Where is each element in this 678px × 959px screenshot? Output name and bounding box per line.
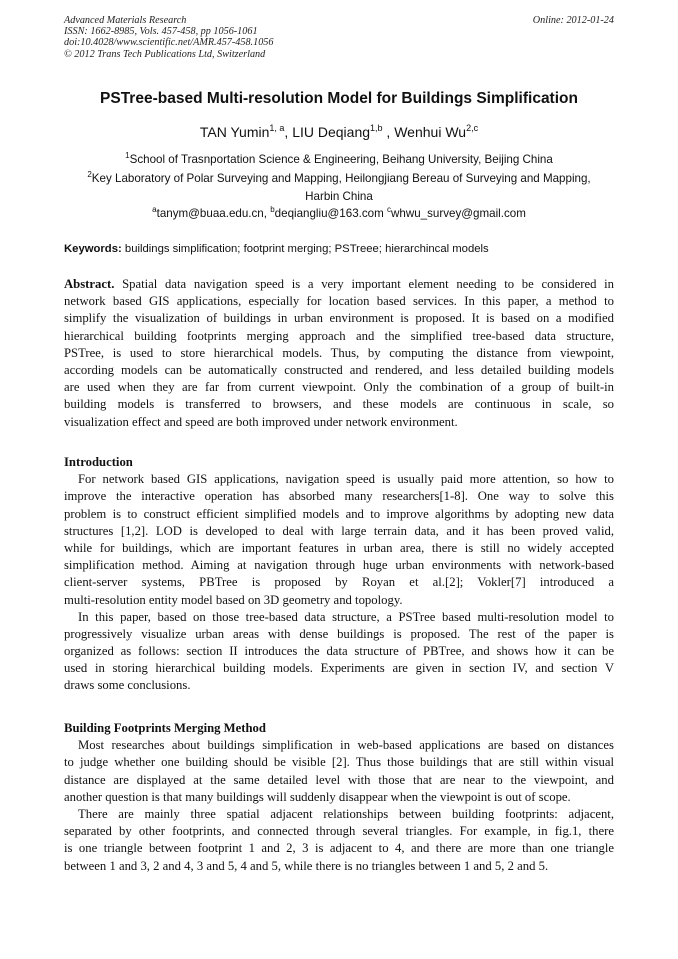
affiliation-sup: 2 bbox=[87, 170, 92, 179]
affiliation-text: School of Trasnportation Science & Engineering, Beihang University, Beijing China bbox=[129, 153, 553, 166]
email-list bbox=[64, 207, 614, 221]
paragraph-line: structures [1,2]. LOD is developed to deal with large terrain data, and it has been proved valid, bbox=[64, 523, 614, 538]
author-name: LIU Deqiang bbox=[292, 124, 371, 140]
abstract-line: PSTree, is used to store hierarchical models. Thus, by computing the distance from viewpoint, bbox=[64, 345, 614, 360]
abstract-line: visualization effect and speed are both improved under network environment. bbox=[64, 414, 458, 429]
paragraph-line: used in storing hierarchical building models. Experiments are given in section IV, and section V bbox=[64, 661, 614, 676]
affiliation-1 bbox=[64, 153, 614, 167]
keywords-label: Keywords: bbox=[64, 243, 122, 255]
paragraph-line: problem is to construct efficient simplified models and to improve algorithms by adopting new data bbox=[64, 506, 614, 521]
paragraph-line: between 1 and 3, 2 and 4, 3 and 5, 4 and 5, while there is no triangles between 1 and 5, 2 and 5. bbox=[64, 858, 549, 873]
journal-header bbox=[64, 15, 614, 60]
abstract-label: Abstract. bbox=[64, 277, 115, 291]
paragraph-line: Most researches about buildings simplification in web-based applications are based on distances bbox=[78, 738, 614, 753]
paragraph-line: progressively visualize urban areas with dense buildings is proposed. The rest of the paper is bbox=[64, 626, 614, 641]
abstract-line: according models can be automatically constructed and rendered, and less detailed building models bbox=[64, 362, 614, 377]
email-address[interactable]: whwu_survey@gmail.com bbox=[391, 207, 526, 220]
section-heading: Building Footprints Merging Method bbox=[64, 721, 266, 735]
author-name: TAN Yumin bbox=[199, 124, 270, 140]
author-sup: 2,c bbox=[466, 123, 479, 133]
author-sup: 1,b bbox=[370, 123, 383, 133]
paragraph-line: There are mainly three spatial adjacent relationships between building footprints: adjacent, bbox=[78, 806, 614, 821]
keywords-text: buildings simplification; footprint merging; PSTreee; hierarchincal models bbox=[124, 243, 489, 255]
paragraph-line: multi-resolution entity model based on 3D geometry and topology. bbox=[64, 592, 403, 607]
keywords bbox=[64, 242, 614, 256]
online-date: Online: 2012-01-24 bbox=[532, 15, 614, 26]
email-address[interactable]: tanym@buaa.edu.cn, bbox=[156, 207, 267, 220]
abstract-line: hierarchical building footprints merging approach and the simplified tree-based data structure, bbox=[64, 328, 614, 343]
paragraph-line: For network based GIS applications, navigation speed is usually paid more attention, so how to bbox=[78, 472, 614, 487]
copyright: © 2012 Trans Tech Publications Ltd, Switzerland bbox=[64, 48, 266, 60]
paragraph-line: client-server systems, PBTree is proposed by Royan et al.[2]; Vokler[7] introduced a bbox=[64, 575, 614, 590]
abstract-line: simplify the visualization of buildings in urban environment is proposed. It is based on a modified bbox=[64, 311, 614, 326]
paragraph-line: distance are displayed at the same detailed level with those that are near to the viewpoint, and bbox=[64, 772, 614, 787]
affiliation-sup: 1 bbox=[125, 151, 130, 160]
paragraph-line: In this paper, based on those tree-based data structure, a PSTree based multi-resolution model to bbox=[78, 609, 614, 624]
paragraph-line: is one triangle between footprint 1 and 2, 3 is adjacent to 4, and there are more than one triangle bbox=[64, 841, 614, 856]
abstract-line: Abstract. Spatial data navigation speed is a very important element needing to be considered in bbox=[64, 277, 614, 291]
paragraph-line: another question is that many buildings will suddenly disappear when the viewpoint is out of scope. bbox=[64, 789, 571, 804]
journal-name: Advanced Materials Research bbox=[64, 15, 187, 26]
paragraph-line: simplification method. Aiming at navigation through huge urban environments with network-based bbox=[64, 558, 614, 573]
author-list: TAN Yumin$^{1, a}$, LIU Deqiang$^{1,b}$ , Wenhui Wu$^{2,c}$ bbox=[199, 123, 479, 140]
paper-title: PSTree-based Multi-resolution Model for Buildings Simplification bbox=[100, 90, 578, 107]
building-footprints-section bbox=[64, 720, 614, 875]
abstract bbox=[64, 276, 614, 431]
email-sup: c bbox=[387, 205, 392, 214]
introduction-section bbox=[64, 454, 614, 695]
doi[interactable]: doi:10.4028/www.scientific.net/AMR.457-458.1056 bbox=[64, 37, 274, 49]
abstract-line: building models is transferred to browsers, and these models are continuous in scale, so bbox=[64, 397, 614, 412]
section-heading: Introduction bbox=[64, 455, 133, 469]
author-name: Wenhui Wu bbox=[394, 124, 467, 140]
email-sup: b bbox=[270, 205, 275, 214]
author-sup: 1, a bbox=[269, 123, 285, 133]
issn: ISSN: 1662-8985, Vols. 457-458, pp 1056-1061 bbox=[64, 26, 258, 38]
paragraph-line: draws some conclusions. bbox=[64, 678, 191, 693]
affiliation-text: Key Laboratory of Polar Surveying and Mapping, Heilongjiang Bereau of Surveying and Mapping, bbox=[91, 172, 591, 185]
paragraph-line: organized as follows: section II introduces the data structure of PBTree, and shows how it can be bbox=[64, 644, 614, 659]
paragraph-line: separated by other footprints, and connected through several triangles. For example, in fig.1, there bbox=[64, 824, 614, 839]
affiliation-2-city: Harbin China bbox=[305, 190, 373, 203]
affiliation-2 bbox=[64, 172, 614, 186]
email-sup: a bbox=[152, 205, 157, 214]
paragraph-line: improve the interactive operation has absorbed many researchers[1-8]. One way to solve this bbox=[64, 489, 614, 504]
paragraph-line: to judge whether one building should be visible [2]. Thus those buildings that are still within visual bbox=[64, 755, 614, 770]
abstract-line: network based GIS applications, especially for location based services. In this paper, a method to bbox=[64, 294, 614, 309]
paragraph-line: while for buildings, which are important features in urban area, there is still no widely accepted bbox=[64, 540, 614, 555]
email-address[interactable]: deqiangliu@163.com bbox=[274, 207, 384, 220]
abstract-line: are used when they are far from current viewpoint. Only the combination of a group of built-in bbox=[64, 380, 614, 395]
